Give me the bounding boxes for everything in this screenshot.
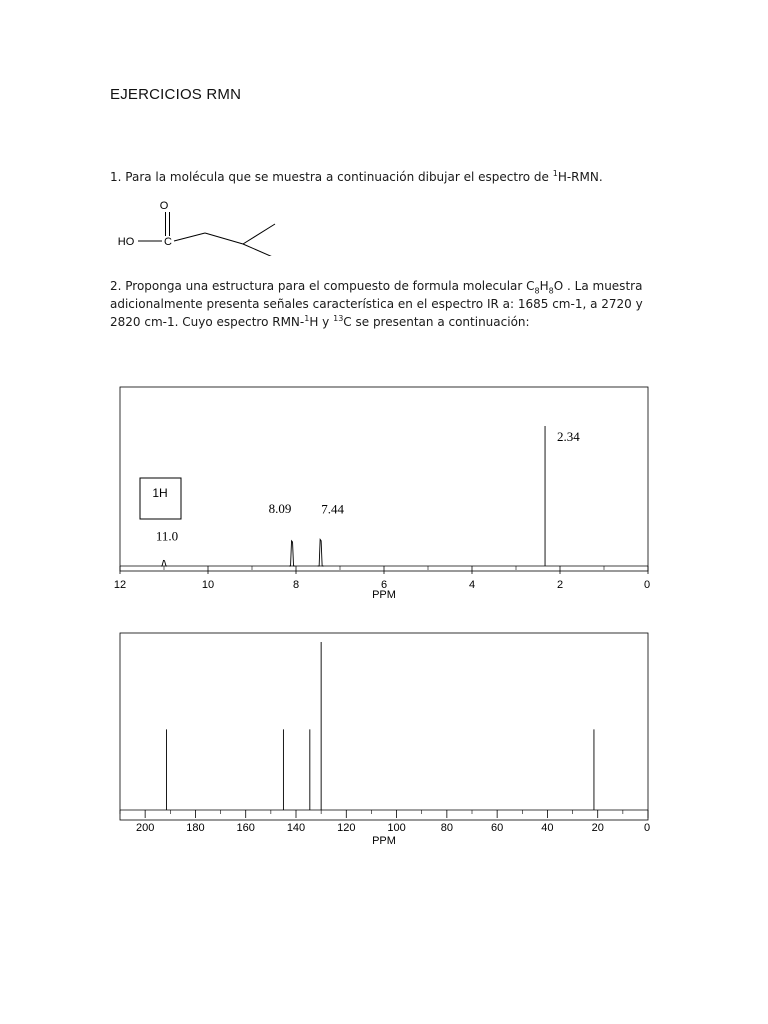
h-peak-label: 2.34 bbox=[557, 429, 580, 444]
h-x-tick-label: 12 bbox=[113, 579, 127, 591]
h-nmr-x-axis bbox=[114, 566, 650, 591]
c-x-tick-label: 80 bbox=[440, 822, 453, 834]
atom-carbon: C bbox=[164, 236, 172, 248]
h-peak-label: 11.0 bbox=[155, 528, 179, 544]
bond-ch-ch3-a bbox=[243, 224, 275, 244]
q2-subscript-2: 8 bbox=[548, 286, 554, 296]
question-1 bbox=[110, 168, 670, 186]
h-x-tick-label: 6 bbox=[380, 579, 388, 591]
bond-ch2-ch bbox=[205, 233, 243, 244]
c-nmr-peaks bbox=[167, 642, 594, 810]
h-x-tick-label: 0 bbox=[643, 579, 651, 591]
q2-text-5: C se presentan a continuación: bbox=[343, 315, 530, 329]
h-nmr-peaks bbox=[156, 426, 580, 566]
c-x-tick-label: 160 bbox=[236, 822, 255, 834]
atom-oxygen: O bbox=[159, 200, 169, 212]
h-nmr-frame bbox=[120, 387, 648, 571]
q2-subscript-1: 8 bbox=[534, 286, 540, 296]
c-x-tick-label: 60 bbox=[491, 822, 504, 834]
h-nmr-x-label: PPM bbox=[372, 589, 396, 601]
q2-superscript-2: 13 bbox=[333, 314, 344, 323]
h-nmr-box-label: 1H bbox=[152, 486, 168, 500]
c-x-tick-label: 40 bbox=[541, 822, 554, 834]
q1-superscript: 1 bbox=[552, 169, 558, 178]
molecule-structure bbox=[110, 196, 290, 256]
page-title: EJERCICIOS RMN bbox=[110, 86, 242, 103]
h-nmr-spectrum bbox=[110, 380, 658, 610]
h-x-tick-label: 8 bbox=[292, 579, 300, 591]
c-nmr-spectrum bbox=[110, 628, 658, 858]
q2-superscript-1: 1 bbox=[304, 314, 310, 323]
h-peak-label: 8.09 bbox=[268, 500, 292, 516]
c-x-tick-label: 200 bbox=[135, 822, 155, 834]
h-peak bbox=[161, 560, 167, 566]
q1-text-end: H-RMN. bbox=[557, 170, 603, 184]
c-x-tick-label: 100 bbox=[387, 822, 406, 834]
h-x-tick-label: 2 bbox=[556, 579, 564, 591]
q2-text-1: 2. Proponga una estructura para el compuesto de formula molecular C bbox=[110, 279, 535, 293]
atom-hydroxyl: HO bbox=[117, 236, 135, 248]
q2-text-3: O . La muestra adicionalmente presenta señales característica en el espectro IR a: 1685 cm-1, a 2720 y 2820 cm-1. Cuyo espectro RMN- bbox=[110, 279, 643, 329]
c-nmr-x-label: PPM bbox=[372, 835, 396, 847]
h-peak bbox=[318, 539, 324, 566]
h-peak bbox=[289, 541, 295, 566]
h-x-tick-label: 4 bbox=[468, 579, 476, 591]
bond-ch-ch3-b bbox=[243, 244, 275, 256]
q1-text: 1. Para la molécula que se muestra a continuación dibujar el espectro de bbox=[110, 170, 553, 184]
bond-c-ch2 bbox=[174, 233, 205, 241]
c-nmr-frame bbox=[120, 633, 648, 820]
c-x-tick-label: 20 bbox=[591, 822, 604, 834]
c-x-tick-label: 0 bbox=[643, 822, 651, 834]
q2-text-4: H y bbox=[309, 315, 334, 329]
q2-text-2: H bbox=[539, 279, 549, 293]
h-x-tick-label: 10 bbox=[201, 579, 215, 591]
c-x-tick-label: 120 bbox=[337, 822, 356, 834]
c-x-tick-label: 140 bbox=[286, 822, 306, 834]
c-x-tick-label: 180 bbox=[186, 822, 205, 834]
h-peak-label: 7.44 bbox=[321, 501, 345, 517]
question-2 bbox=[110, 277, 655, 331]
c-nmr-x-axis bbox=[120, 810, 650, 834]
